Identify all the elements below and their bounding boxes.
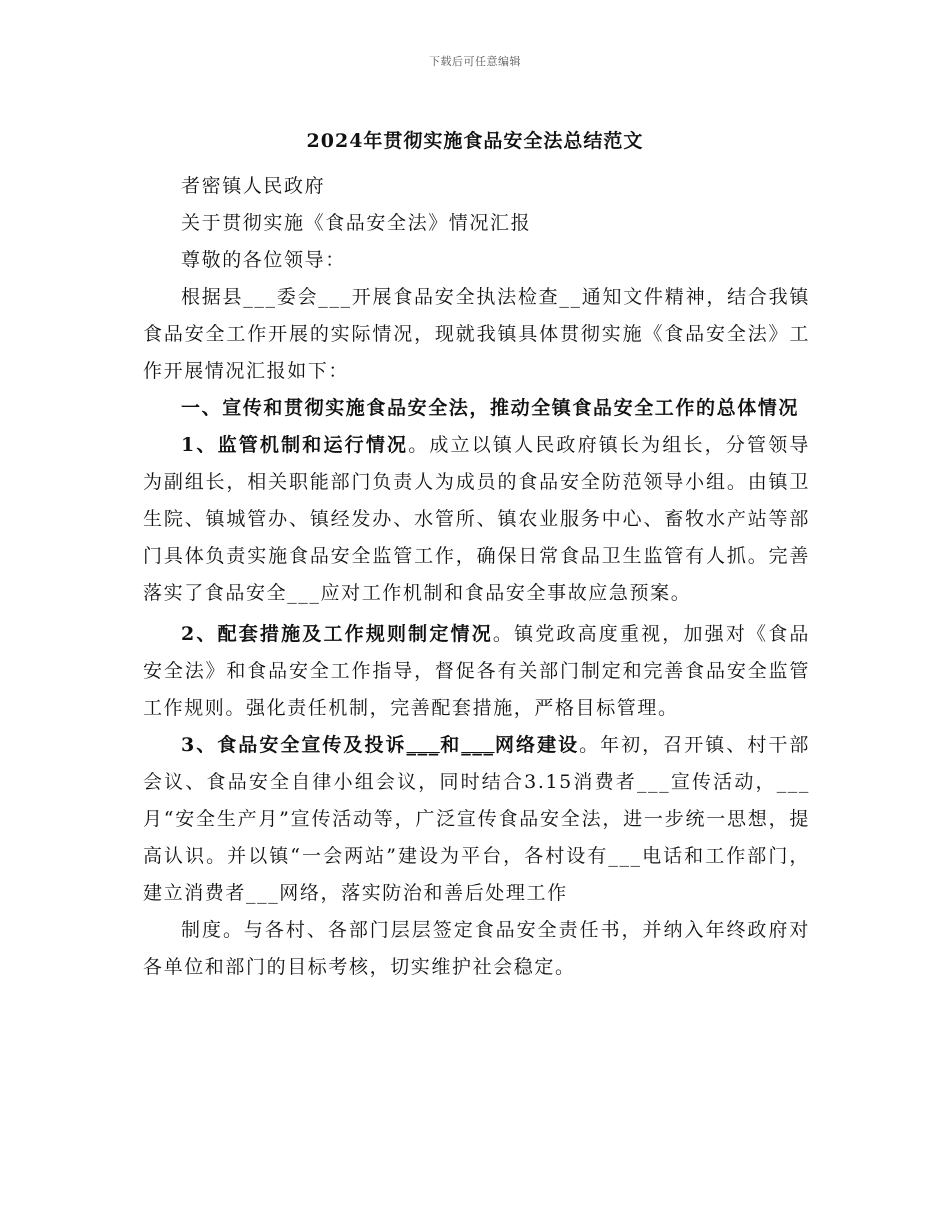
- section-heading: 一、宣传和贯彻实施食品安全法，推动全镇食品安全工作的总体情况: [181, 397, 800, 419]
- item-3-heading-b: 和: [439, 734, 462, 756]
- item-3-blank-2: ___: [461, 734, 495, 756]
- item-1-heading: 1、监管机制和运行情况: [181, 434, 409, 456]
- document-body: [143, 168, 810, 986]
- item-2-heading: 2、配套措施及工作规则制定情况: [181, 623, 493, 645]
- item-2-paragraph: [143, 616, 810, 727]
- item-3-blank-1: ___: [406, 734, 440, 756]
- item-1-paragraph: [143, 427, 810, 612]
- item-1-body: 。成立以镇人民政府镇长为组长，分管领导为副组长，相关职能部门负责人为成员的食品安全防范领导小组。由镇卫生院、镇城管办、镇经发办、水管所、镇农业服务中心、畜牧水产站等部门具体负责实施食品安全监管工作，确保日常食品卫生监管有人抓。完善落实了食品安全___应对工作机制和食品安全事故应急预案。: [143, 434, 810, 604]
- salutation: 尊敬的各位领导：: [181, 249, 346, 271]
- document-title: 2024年贯彻实施食品安全法总结范文: [306, 130, 644, 152]
- intro-paragraph: 根据县___委会___开展食品安全执法检查__通知文件精神，结合我镇食品安全工作开展的实际情况，现就我镇具体贯彻实施《食品安全法》工作开展情况汇报如下：: [143, 286, 810, 382]
- item-3-paragraph: [143, 727, 810, 912]
- item-3-continuation: 制度。与各村、各部门层层签定食品安全责任书，并纳入年终政府对各单位和部门的目标考核，切实维护社会稳定。: [143, 919, 810, 978]
- watermark: 下载后可任意编辑: [429, 55, 521, 68]
- item-3-heading-c: 网络建设: [494, 734, 580, 756]
- item-3-body: 。年初，召开镇、村干部会议、食品安全自律小组会议，同时结合3.15消费者___宣传活动，___月“安全生产月”宣传活动等，广泛宣传食品安全法，进一步统一思想，提高认识。并以镇“一会两站”建设为平台，各村设有___电话和工作部门，建立消费者___网络，落实防治和善后处理工作: [143, 734, 810, 904]
- item-2-body: 。镇党政高度重视，加强对《食品安全法》和食品安全工作指导，督促各有关部门制定和完善食品安全监管工作规则。强化责任机制，完善配套措施，严格目标管理。: [143, 623, 810, 719]
- item-3-heading-a: 3、食品安全宣传及投诉: [181, 734, 407, 756]
- subject-line: 关于贯彻实施《食品安全法》情况汇报: [181, 212, 532, 234]
- org-line: 者密镇人民政府: [181, 175, 326, 197]
